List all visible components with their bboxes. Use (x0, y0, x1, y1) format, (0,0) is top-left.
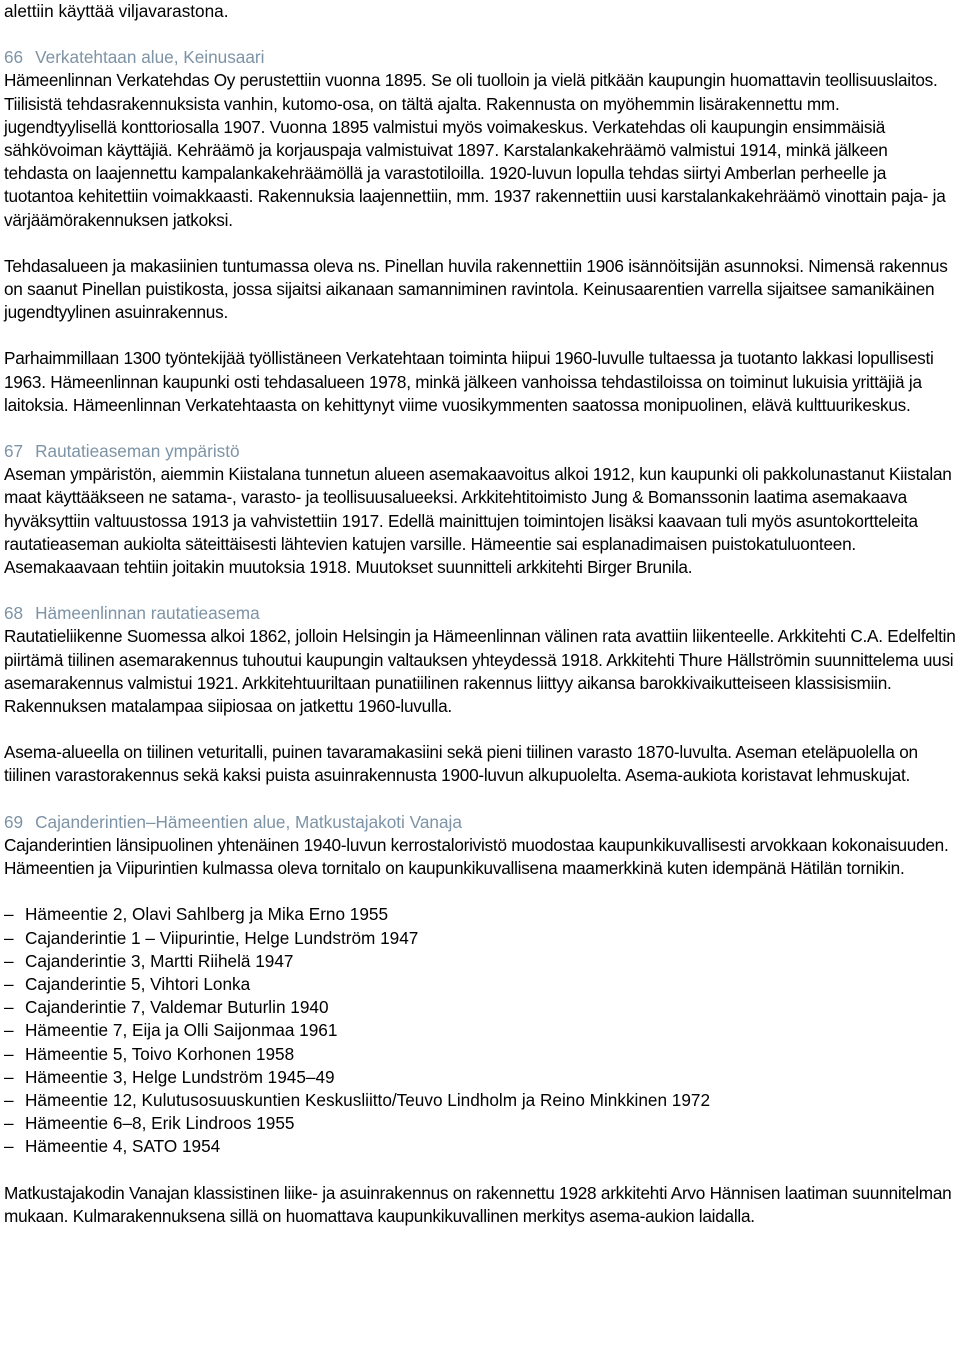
list-item-text: Hämeentie 6–8, Erik Lindroos 1955 (25, 1113, 295, 1134)
list-dash: – (4, 1043, 14, 1064)
list-item-text: Hämeentie 4, SATO 1954 (25, 1136, 221, 1157)
list-item-text: Hämeentie 2, Olavi Sahlberg ja Mika Erno 1955 (25, 904, 389, 925)
section-title: Hämeenlinnan rautatieasema (35, 603, 260, 624)
list-dash: – (4, 997, 14, 1018)
list-dash: – (4, 1066, 14, 1087)
section-66 (4, 46, 956, 417)
list-item (4, 1043, 956, 1066)
spacer (4, 1159, 956, 1182)
list-item-text: Hämeentie 5, Toivo Korhonen 1958 (25, 1043, 295, 1064)
section-number: 68 (4, 603, 24, 624)
list-item (4, 996, 956, 1019)
list-item (4, 973, 956, 996)
list-item (4, 950, 956, 973)
spacer (4, 579, 956, 602)
list-dash: – (4, 1089, 14, 1110)
section-number: 69 (4, 811, 24, 832)
section-title: Verkatehtaan alue, Keinusaari (35, 47, 265, 68)
list-item (4, 1019, 956, 1042)
list-dash: – (4, 904, 14, 925)
list-item (4, 1066, 956, 1089)
paragraph: Parhaimmillaan 1300 työntekijää työllistäneen Verkatehtaan toiminta hiipui 1960-luvulle tultaessa ja tuotanto lakkasi lopullisesti 1963. Hämeenlinnan kaupunki osti tehdasalueen 1978, minkä jälkeen vanhoissa tehdastiloissa on toiminut lukuisia yrittäjiä ja laitoksia. Hämeenlinnan Verkatehtaasta on kehittynyt viime vuosikymmenten saatossa monipuolinen, elävä kulttuurikeskus. (4, 348, 934, 415)
section-heading (4, 602, 956, 625)
section-heading (4, 46, 956, 69)
paragraph: Matkustajakodin Vanajan klassistinen liike- ja asuinrakennus on rakennettu 1928 arkkitehti Arvo Hännisen laatiman suunnitelman mukaan. Kulmarakennuksena sillä on huomattava kaupunkikuvallinen merkitys asema-aukion laidalla. (4, 1182, 952, 1226)
section-heading (4, 811, 956, 834)
paragraph: Tehdasalueen ja makasiinien tuntumassa oleva ns. Pinellan huvila rakennettiin 1906 isännöitsijän asunnoksi. Nimensä rakennus on saanut Pinellan puistikosta, jossa sijaitsi aikanaan samanniminen ravintola. Keinusaarentien varrella sijaitsee samanikäinen jugendtyylinen asuinrakennus. (4, 255, 948, 323)
list-item-text: Hämeentie 7, Eija ja Olli Saijonmaa 1961 (25, 1020, 338, 1041)
list-item (4, 927, 956, 950)
paragraph: Aseman ympäristön, aiemmin Kiistalana tunnetun alueen asemakaavoitus alkoi 1912, kun kaupunki oli pakkolunastanut Kiistalan maat käyttääkseen ne satama-, varasto- ja teollisuusalueeksi. Arkkitehtitoimisto Jung & Bomanssonin laatima asemakaava hyväksyttiin valtuustossa 1913 ja vahvistettiin 1917. Edellä mainittujen toimintojen lisäksi kaavaan tuli myös asuntokortteleita rautatieaseman aukiolta säteittäisesti lähtevien katujen varsille. Hämeentie sai esplanadimaisen puistokatuluonteen. Asemakaavaan tehtiin joitakin muutoksia 1918. Muutokset suunnitteli arkkitehti Birger Brunila. (4, 464, 952, 578)
spacer (4, 23, 956, 46)
list-item (4, 1135, 956, 1158)
list-item-text: Cajanderintie 3, Martti Riihelä 1947 (25, 950, 294, 971)
section-title: Cajanderintien–Hämeentien alue, Matkustajakoti Vanaja (35, 811, 462, 832)
spacer (4, 324, 956, 347)
section-69 (4, 811, 956, 1228)
spacer (4, 880, 956, 903)
paragraph: Hämeenlinnan Verkatehdas Oy perustettiin vuonna 1895. Se oli tuolloin ja vielä pitkään kaupungin huomattavin teollisuuslaitos. Tiilisistä tehdasrakennuksista vanhin, kutomo-osa, on tältä ajalta. Rakennusta on myöhemmin lisärakennettu mm. jugendtyylisellä konttoriosalla 1907. Vuonna 1895 valmistui myös voimakeskus. Verkatehdas oli kaupungin ensimmäisiä sähkövoiman käyttäjiä. Kehräämö ja korjauspaja valmistuivat 1897. Karstalankakehräämö valmistui 1914, minkä jälkeen tehdasta on laajennettu kampalankakehräämöllä ja varastotiloilla. 1920-luvun lopulla tehdas siirtyi Amberlan perheelle ja tuotantoa kehitettiin voimakkaasti. Rakennuksia laajennettiin, mm. 1937 rakennettiin uusi karstalankakehräämö vinottain paja- ja värjäämörakennuksen jatkoksi. (4, 70, 946, 230)
section-68 (4, 602, 956, 787)
spacer (4, 788, 956, 811)
list-dash: – (4, 1136, 14, 1157)
intro-line: alettiin käyttää viljavarastona. (4, 1, 229, 21)
section-number: 67 (4, 441, 24, 462)
list-item-text: Hämeentie 12, Kulutusosuuskuntien Keskusliitto/Teuvo Lindholm ja Reino Minkkinen 1972 (25, 1089, 711, 1110)
section-heading (4, 440, 956, 463)
spacer (4, 232, 956, 255)
section-67 (4, 440, 956, 579)
paragraph: Asema-alueella on tiilinen veturitalli, puinen tavaramakasiini sekä pieni tiilinen varasto 1870-luvulta. Aseman eteläpuolella on tiilinen varastorakennus sekä kaksi puista asuinrakennusta 1900-luvun alkupuolelta. Asema-aukiota koristavat lehmuskujat. (4, 742, 918, 786)
paragraph: Rautatieliikenne Suomessa alkoi 1862, jolloin Helsingin ja Hämeenlinnan välinen rata avattiin liikenteelle. Arkkitehti C.A. Edelfeltin piirtämä tiilinen asemarakennus tuhoutui kaupungin valtauksen yhteydessä 1918. Arkkitehti Thure Hällströmin suunnittelema uusi asemarakennus valmistui 1921. Arkkitehtuuriltaan punatiilinen rakennus liittyy aikansa barokkivaikutteiseen klassisismiin. Rakennuksen matalampaa siipiosaa on jatkettu 1960-luvulla. (4, 626, 956, 717)
list-item-text: Cajanderintie 5, Vihtori Lonka (25, 973, 251, 994)
list-item-text: Cajanderintie 1 – Viipurintie, Helge Lundström 1947 (25, 927, 419, 948)
list-dash: – (4, 1020, 14, 1041)
paragraph: Cajanderintien länsipuolinen yhtenäinen 1940-luvun kerrostalorivistö muodostaa kaupunkikuvallisesti arvokkaan kokonaisuuden. Hämeentien ja Viipurintien kulmassa oleva tornitalo on kaupunkikuvallisena maamerkkinä kuten idempänä Hätilän tornikin. (4, 834, 949, 879)
list-item-text: Cajanderintie 7, Valdemar Buturlin 1940 (25, 997, 329, 1018)
list-item (4, 1089, 956, 1112)
spacer (4, 417, 956, 440)
list-item (4, 1112, 956, 1135)
list-dash: – (4, 950, 14, 971)
list-dash: – (4, 927, 14, 948)
section-title: Rautatieaseman ympäristö (35, 441, 240, 462)
list-item-text: Hämeentie 3, Helge Lundström 1945–49 (25, 1066, 335, 1087)
list-item (4, 903, 956, 926)
building-list (4, 903, 956, 1158)
list-dash: – (4, 1113, 14, 1134)
spacer (4, 718, 956, 741)
section-number: 66 (4, 47, 24, 68)
list-dash: – (4, 973, 14, 994)
